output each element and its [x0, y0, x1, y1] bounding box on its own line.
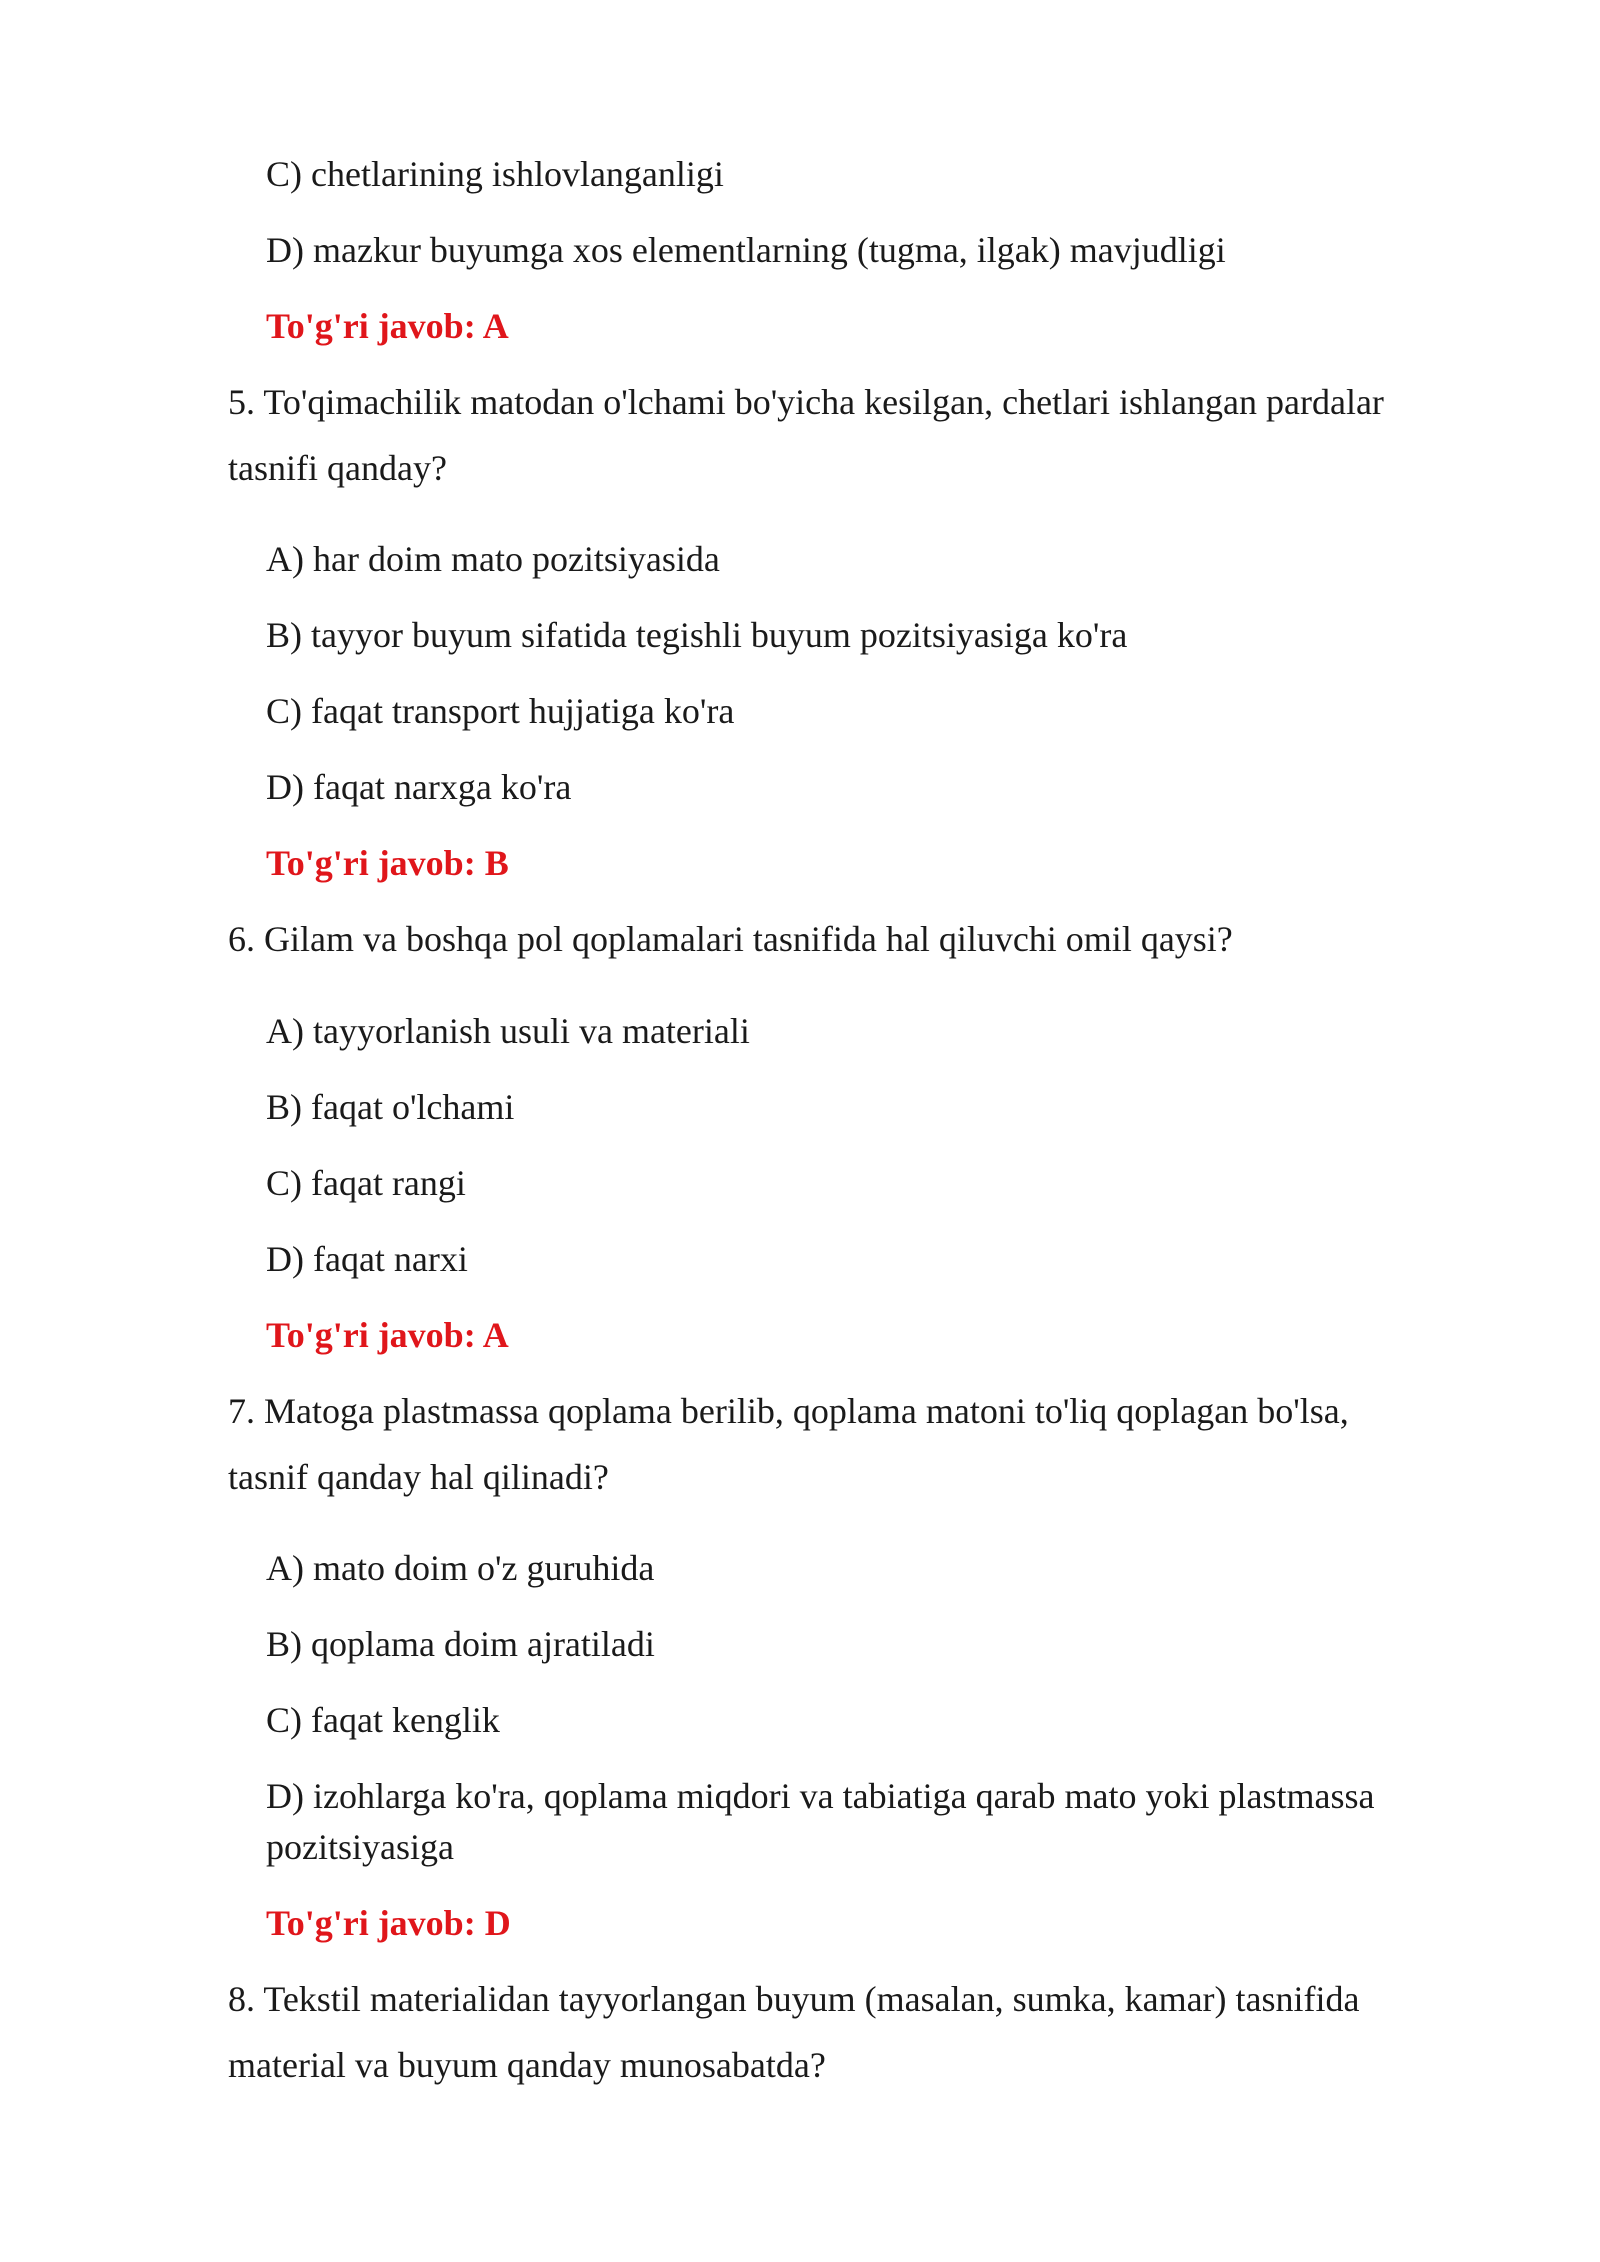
correct-answer: To'g'ri javob: B [266, 843, 509, 883]
option-line: B) tayyor buyum sifatida tegishli buyum pozitsiyasiga ko'ra [266, 615, 1128, 655]
option-line: C) faqat kenglik [266, 1700, 500, 1740]
correct-answer: To'g'ri javob: D [266, 1903, 511, 1943]
option-line: D) faqat narxi [266, 1239, 468, 1279]
question-text: 5. To'qimachilik matodan o'lchami bo'yicha kesilgan, chetlari ishlangan pardalar [228, 382, 1384, 422]
option-line: A) mato doim o'z guruhida [266, 1548, 655, 1588]
option-line: C) faqat transport hujjatiga ko'ra [266, 691, 735, 731]
option-line: D) izohlarga ko'ra, qoplama miqdori va tabiatiga qarab mato yoki plastmassa [266, 1776, 1375, 1816]
option-line: D) faqat narxga ko'ra [266, 767, 572, 807]
option-line: A) har doim mato pozitsiyasida [266, 539, 720, 579]
question-text: material va buyum qanday munosabatda? [228, 2045, 826, 2085]
correct-answer: To'g'ri javob: A [266, 306, 509, 346]
question-text: tasnifi qanday? [228, 448, 447, 488]
option-line: D) mazkur buyumga xos elementlarning (tugma, ilgak) mavjudligi [266, 230, 1226, 270]
question-text: 6. Gilam va boshqa pol qoplamalari tasnifida hal qiluvchi omil qaysi? [228, 919, 1233, 959]
option-line: A) tayyorlanish usuli va materiali [266, 1011, 750, 1051]
option-line: pozitsiyasiga [266, 1827, 454, 1867]
option-line: C) chetlarining ishlovlanganligi [266, 154, 724, 194]
option-line: B) faqat o'lchami [266, 1087, 515, 1127]
question-text: 7. Matoga plastmassa qoplama berilib, qoplama matoni to'liq qoplagan bo'lsa, [228, 1391, 1349, 1431]
question-text: 8. Tekstil materialidan tayyorlangan buyum (masalan, sumka, kamar) tasnifida [228, 1979, 1360, 2019]
option-line: C) faqat rangi [266, 1163, 466, 1203]
question-text: tasnif qanday hal qilinadi? [228, 1457, 609, 1497]
option-line: B) qoplama doim ajratiladi [266, 1624, 655, 1664]
correct-answer: To'g'ri javob: A [266, 1315, 509, 1355]
